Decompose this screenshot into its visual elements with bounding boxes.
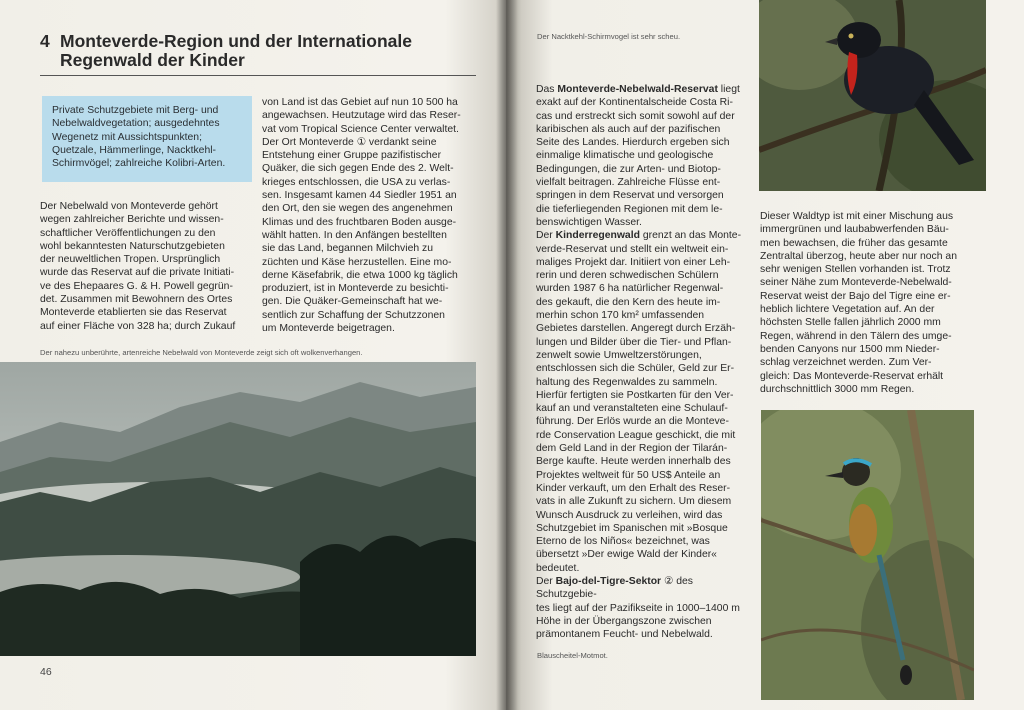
chapter-title-line1: Monteverde-Region und der Internationale (60, 31, 412, 51)
right-body-column-2 (760, 210, 980, 396)
text-line: sentlich zur Schaffung der Schutzzonen (262, 309, 445, 321)
text-line: Gebietes darstellen. Angeregt durch Erzäh- (536, 323, 736, 335)
text-line: um Monteverde beigetragen. (262, 323, 395, 335)
text-line: lungen und Bilder über die Tier- und Pflan- (536, 336, 732, 348)
text-line: vielfalt beitragen. Zahlreiche Flüsse ent- (536, 177, 721, 189)
text-line: produziert, ist in Monteverde zu besichti- (262, 283, 449, 295)
umbrellabird-photo (759, 0, 986, 191)
text-line: von Land ist das Gebiet auf nun 10 500 ha (262, 97, 458, 108)
text-line: Der Kinderregenwald grenzt an das Monte- (536, 230, 742, 242)
text-line: heblich lichtere Vegetation auf. An der (760, 304, 935, 316)
chapter-title-line2: Regenwald der Kinder (60, 50, 245, 70)
infobox-line: Private Schutzgebiete mit Berg- und (52, 105, 219, 116)
left-page (0, 0, 506, 710)
text-line: prämontanem Feucht- und Nebelwald. (536, 629, 713, 641)
text-line: wurden 1987 6 ha natürlicher Regenwal- (536, 283, 724, 295)
infobox-line: Quetzale, Hämmerlinge, Nacktkehl- (52, 144, 217, 156)
motmot-photo (761, 410, 974, 700)
text-line: einmalige klimatische und geologische (536, 150, 714, 162)
text-line: die tieferliegenden Regionen mit dem le- (536, 203, 723, 215)
text-line: führung. Der Erlös wurde an die Monteve- (536, 416, 729, 428)
bird-photo-caption-bottom: Blauscheitel-Motmot. (537, 651, 608, 660)
text-line: Projektes weltweit für 50 US$ Anteile an (536, 469, 721, 481)
text-line: Quäker, die sich gegen Ende des 2. Welt- (262, 163, 454, 175)
right-body-column-1 (536, 83, 748, 641)
text-line: durchschnittlich 3000 mm Regen. (760, 383, 915, 395)
valley-photo-caption: Der nahezu unberührte, artenreiche Nebelwald von Monteverde zeigt sich oft wolkenverhangen. (40, 348, 363, 357)
text-line: bedeutet. (536, 562, 580, 574)
text-line: derne Käsefabrik, die etwa 1000 kg täglich (262, 269, 458, 281)
text-line: rde Conservation League geschickt, die mit (536, 429, 736, 441)
text-line: Eterno de los Niños« bezeichnet, was (536, 536, 710, 548)
text-line: karibischen als auch auf der pazifischen (536, 123, 721, 135)
text-line: schaftlicher Veröffentlichungen zu den (40, 227, 216, 239)
text-line: Seite des Landes. Hierdurch ergeben sich (536, 137, 730, 149)
text-line: gen. Die Quäker-Gemeinschaft hat we- (262, 296, 443, 308)
text-line: krieges entschlossen, die USA zu verlas- (262, 176, 451, 188)
cloud-forest-photo (0, 362, 476, 656)
text-line: sehr wenigen Stellen vorhanden ist. Trotz (760, 264, 951, 276)
text-line: Entstehung einer Gruppe pazifistischer (262, 150, 442, 162)
chapter-heading (40, 32, 470, 70)
text-line: angewachsen. Heutzutage wird das Reser- (262, 110, 461, 122)
text-line: vat vom Tropical Science Center verwaltet. (262, 123, 459, 135)
bird-photo-caption-top: Der Nacktkehl-Schirmvogel ist sehr scheu. (537, 32, 681, 41)
text-line: benswichtigen Wasser. (536, 216, 642, 228)
right-page (506, 0, 1024, 710)
text-line: benden Canyons nur 1500 mm Nieder- (760, 343, 940, 355)
text-line: Schutzgebiet im Spanischen mit »Bosque (536, 522, 728, 534)
text-line: kauf an und veranstalteten eine Schulauf- (536, 403, 728, 415)
text-line: auf einer Fläche von 328 ha; durch Zukauf (40, 320, 236, 332)
text-line: Reservat weist der Bajo del Tigre eine er- (760, 290, 951, 302)
text-line: Monteverde etablierten sie das Reservat (40, 307, 227, 319)
text-line: wohl bekanntesten Naturschutzgebieten (40, 240, 225, 252)
text-line: rerin und deren schwedischen Schülern (536, 270, 719, 282)
text-line: seiner Nähe zum Monteverde-Nebelwald- (760, 277, 952, 289)
text-line: tes liegt auf der Pazifikseite in 1000–1400 m (536, 602, 740, 614)
text-line: exakt auf der Kontinentalscheide Costa Ri- (536, 97, 733, 109)
text-line: zenwelt sowie Umweltzerstörungen, (536, 349, 702, 361)
text-line: Höhe in der Übergangszone zwischen (536, 615, 712, 627)
text-line: Kinder verkauft, um den Erhalt des Reser- (536, 482, 731, 494)
chapter-rule (40, 75, 476, 76)
text-line: Berge kaufte. Heute werden innerhalb des (536, 456, 731, 468)
left-body-column-2 (262, 96, 476, 335)
text-line: Regen, während in den Tälern des umge- (760, 330, 952, 342)
text-line: entschlossen sich die Schüler, Geld zur Er- (536, 363, 735, 375)
left-body-column-1 (40, 200, 258, 333)
text-line: den Ort, den sie wegen des angenehmen (262, 203, 453, 215)
info-box (42, 96, 252, 182)
infobox-line: Schirmvögel; zahlreiche Kolibri-Arten. (52, 158, 226, 170)
text-line: vats in alle Zukunft zu sichern. Um diesem (536, 496, 732, 508)
text-line: Das Monteverde-Nebelwald-Reservat liegt (536, 84, 740, 95)
text-line: wählt hatten. In den Anfängen bestellten (262, 229, 447, 241)
infobox-line: Nebelwaldvegetation; ausgedehntes (52, 118, 220, 130)
text-line: haltung des Regenwaldes zu sammeln. (536, 376, 718, 388)
text-line: det. Zusammen mit Bewohnern des Ortes (40, 294, 233, 306)
page-number: 46 (40, 666, 52, 678)
text-line: Wunsch Ausdruck zu verleihen, wird das (536, 509, 723, 521)
text-line: gleich: Das Monteverde-Reservat erhält (760, 370, 944, 382)
text-line: maliges Projekt dar. Initiiert von einer Leh- (536, 256, 731, 268)
text-line: wegen zahlreicher Berichte und wissen- (40, 214, 224, 226)
text-line: dem Geld Land in der Region der Tilarán- (536, 443, 728, 455)
text-line: cas und erstreckt sich somit sowohl auf der (536, 110, 735, 122)
book-gutter (496, 0, 518, 710)
text-line: verde-Reservat und stellt ein weltweit ein- (536, 243, 729, 255)
text-line: höchsten Stelle fallen jährlich 2000 mm (760, 317, 941, 329)
text-line: des gekauft, die den Kern des heute im- (536, 296, 721, 308)
text-line: men bewachsen, die früher das gesamte (760, 237, 948, 249)
text-line: Zentraltal überzog, heute aber nur noch an (760, 250, 957, 262)
text-line: Bedingungen, die zur Arten- und Biotop- (536, 163, 721, 175)
text-line: Der Ort Monteverde ① verdankt seine (262, 136, 437, 148)
text-line: der neuweltlichen Tropen. Ursprünglich (40, 254, 221, 266)
text-line: schlag verzeichnet werden. Zum Ver- (760, 357, 932, 369)
text-line: Dieser Waldtyp ist mit einer Mischung aus (760, 211, 954, 222)
infobox-line: Wegenetz mit Aussichtspunkten; (52, 131, 202, 143)
chapter-number: 4 (40, 31, 50, 51)
text-line: übersetzt »Der ewige Wald der Kinder« (536, 549, 717, 561)
text-line: Der Bajo-del-Tigre-Sektor ② des Schutzgebie- (536, 575, 693, 601)
text-line: immergrünen und laubabwerfenden Bäu- (760, 224, 949, 236)
text-line: ve des Ehepaares G. & H. Powell gegrün- (40, 280, 233, 292)
text-line: sen. Insgesamt kamen 44 Siedler 1951 an (262, 190, 457, 202)
text-line: Klimas und des fruchtbaren Boden ausge- (262, 216, 457, 228)
text-line: wurde das Reservat auf die private Initiati- (40, 267, 235, 279)
text-line: merhin schon 170 km² umfassenden (536, 310, 705, 322)
text-line: springen in dem Reservat und versorgen (536, 190, 724, 202)
text-line: züchten und Käse herzustellen. Eine mo- (262, 256, 452, 268)
text-line: sie das Land, begannen Milchvieh zu (262, 243, 433, 255)
text-line: Hierfür fertigten sie Postkarten für den Ver- (536, 389, 734, 401)
text-line: Der Nebelwald von Monteverde gehört (40, 201, 218, 212)
